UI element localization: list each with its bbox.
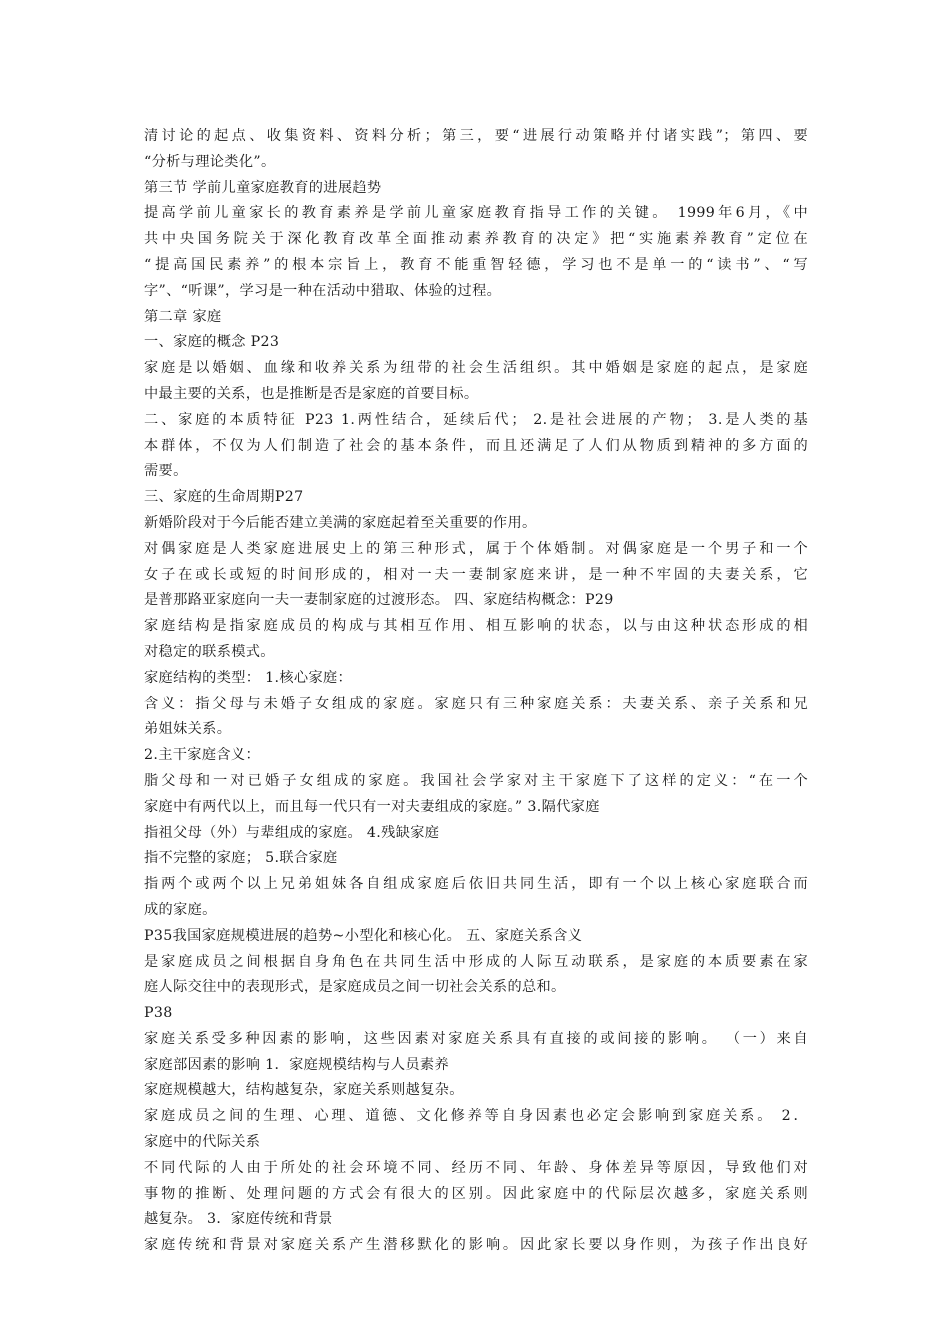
text-line: 三、家庭的生命周期P27: [144, 489, 304, 506]
text-line: 共中央国务院关于深化教育改革全面推动素养教育的决定》把“实施素养教育”定位在: [144, 231, 808, 248]
text-line: “分析与理论类化”。: [144, 153, 276, 170]
text-line: P35我国家庭规模进展的趋势~小型化和核心化。 五、家庭关系含义: [144, 927, 583, 944]
text-line: 提高学前儿童家长的教育素养是学前儿童家庭教育指导工作的关键。 1999年6月，《中: [144, 205, 808, 222]
text-line: P38: [144, 1005, 173, 1022]
text-line: 本群体，不仅为人们制造了社会的基本条件，而且还满足了人们从物质到精神的多方面的: [144, 437, 808, 454]
text-line: 庭人际交往中的表现形式，是家庭成员之间一切社会关系的总和。: [144, 979, 566, 996]
text-line: 一、家庭的概念 P23: [144, 334, 280, 351]
text-line: 家庭是以婚姻、血缘和收养关系为纽带的社会生活组织。其中婚姻是家庭的起点，是家庭: [144, 360, 808, 377]
text-line: 2.主干家庭含义：: [144, 747, 260, 764]
text-line: 是家庭成员之间根据自身角色在共同生活中形成的人际互动联系，是家庭的本质要素在家: [144, 953, 808, 970]
text-line: 成的家庭。: [144, 901, 217, 918]
text-line: 二、家庭的本质特征 P23 1.两性结合，延续后代； 2.是社会进展的产物； 3.是人类的基: [144, 411, 808, 428]
text-line: 家庭中的代际关系: [144, 1134, 261, 1151]
text-line: 指祖父母（外）与辈组成的家庭。 4.残缺家庭: [144, 824, 440, 841]
text-line: 清讨论的起点、收集资料、资料分析；第三，要“进展行动策略并付诸实践”；第四、要: [144, 128, 808, 144]
text-line: 家庭关系受多种因素的影响，这些因素对家庭关系具有直接的或间接的影响。 （一）来自: [144, 1030, 808, 1047]
text-line: 指不完整的家庭； 5.联合家庭: [144, 850, 338, 867]
text-line: 字”、“听课”，学习是一种在活动中猎取、体验的过程。: [144, 282, 502, 299]
text-line: 家庭结构是指家庭成员的构成与其相互作用、相互影响的状态，以与由这种状态形成的相: [144, 618, 808, 635]
text-line: “提高国民素养”的根本宗旨上，教育不能重智轻德，学习也不是单一的“读书”、“写: [144, 256, 808, 273]
document-page: [144, 124, 808, 1259]
text-line: 需要。: [144, 463, 188, 480]
text-line: 家庭部因素的影响 1．家庭规模结构与人员素养: [144, 1056, 449, 1073]
text-line: 事物的推断、处理问题的方式会有很大的区别。因此家庭中的代际层次越多，家庭关系则: [144, 1185, 808, 1202]
text-line: 家庭成员之间的生理、心理、道德、文化修养等自身因素也必定会影响到家庭关系。 2．: [144, 1108, 808, 1125]
text-line: 对稳定的联系模式。: [144, 643, 275, 660]
text-line: 女子在或长或短的时间形成的，相对一夫一妻制家庭来讲，是一种不牢固的夫妻关系，它: [144, 566, 808, 583]
text-line: 中最主要的关系，也是推断是否是家庭的首要目标。: [144, 385, 479, 402]
text-line: 弟姐妹关系。: [144, 721, 232, 738]
text-line: 不同代际的人由于所处的社会环境不同、经历不同、年龄、身体差异等原因，导致他们对: [144, 1159, 808, 1176]
text-line: 含义：指父母与未婚子女组成的家庭。家庭只有三种家庭关系：夫妻关系、亲子关系和兄: [144, 695, 808, 712]
text-line: 脂父母和一对已婚子女组成的家庭。我国社会学家对主干家庭下了这样的定义：“在一个: [144, 772, 808, 789]
text-line: 是普那路亚家庭向一夫一妻制家庭的过渡形态。 四、家庭结构概念：P29: [144, 592, 614, 609]
text-line: 越复杂。 3．家庭传统和背景: [144, 1211, 333, 1228]
text-line: 家庭规模越大，结构越复杂，家庭关系则越复杂。: [144, 1082, 464, 1099]
text-line: 对偶家庭是人类家庭进展史上的第三种形式，属于个体婚制。对偶家庭是一个男子和一个: [144, 540, 808, 557]
text-line: 第三节 学前儿童家庭教育的进展趋势: [144, 179, 382, 196]
text-line: 指两个或两个以上兄弟姐妹各自组成家庭后依旧共同生活，即有一个以上核心家庭联合而: [144, 876, 808, 893]
text-line: 家庭中有两代以上，而且每一代只有一对夫妻组成的家庭。” 3.隔代家庭: [144, 798, 600, 815]
text-line: 第二章 家庭: [144, 308, 222, 325]
text-line: 家庭结构的类型： 1.核心家庭：: [144, 669, 353, 686]
text-line: 新婚阶段对于今后能否建立美满的家庭起着至关重要的作用。: [144, 514, 537, 531]
text-line: 家庭传统和背景对家庭关系产生潜移默化的影响。因此家长要以身作则，为孩子作出良好: [144, 1237, 808, 1254]
